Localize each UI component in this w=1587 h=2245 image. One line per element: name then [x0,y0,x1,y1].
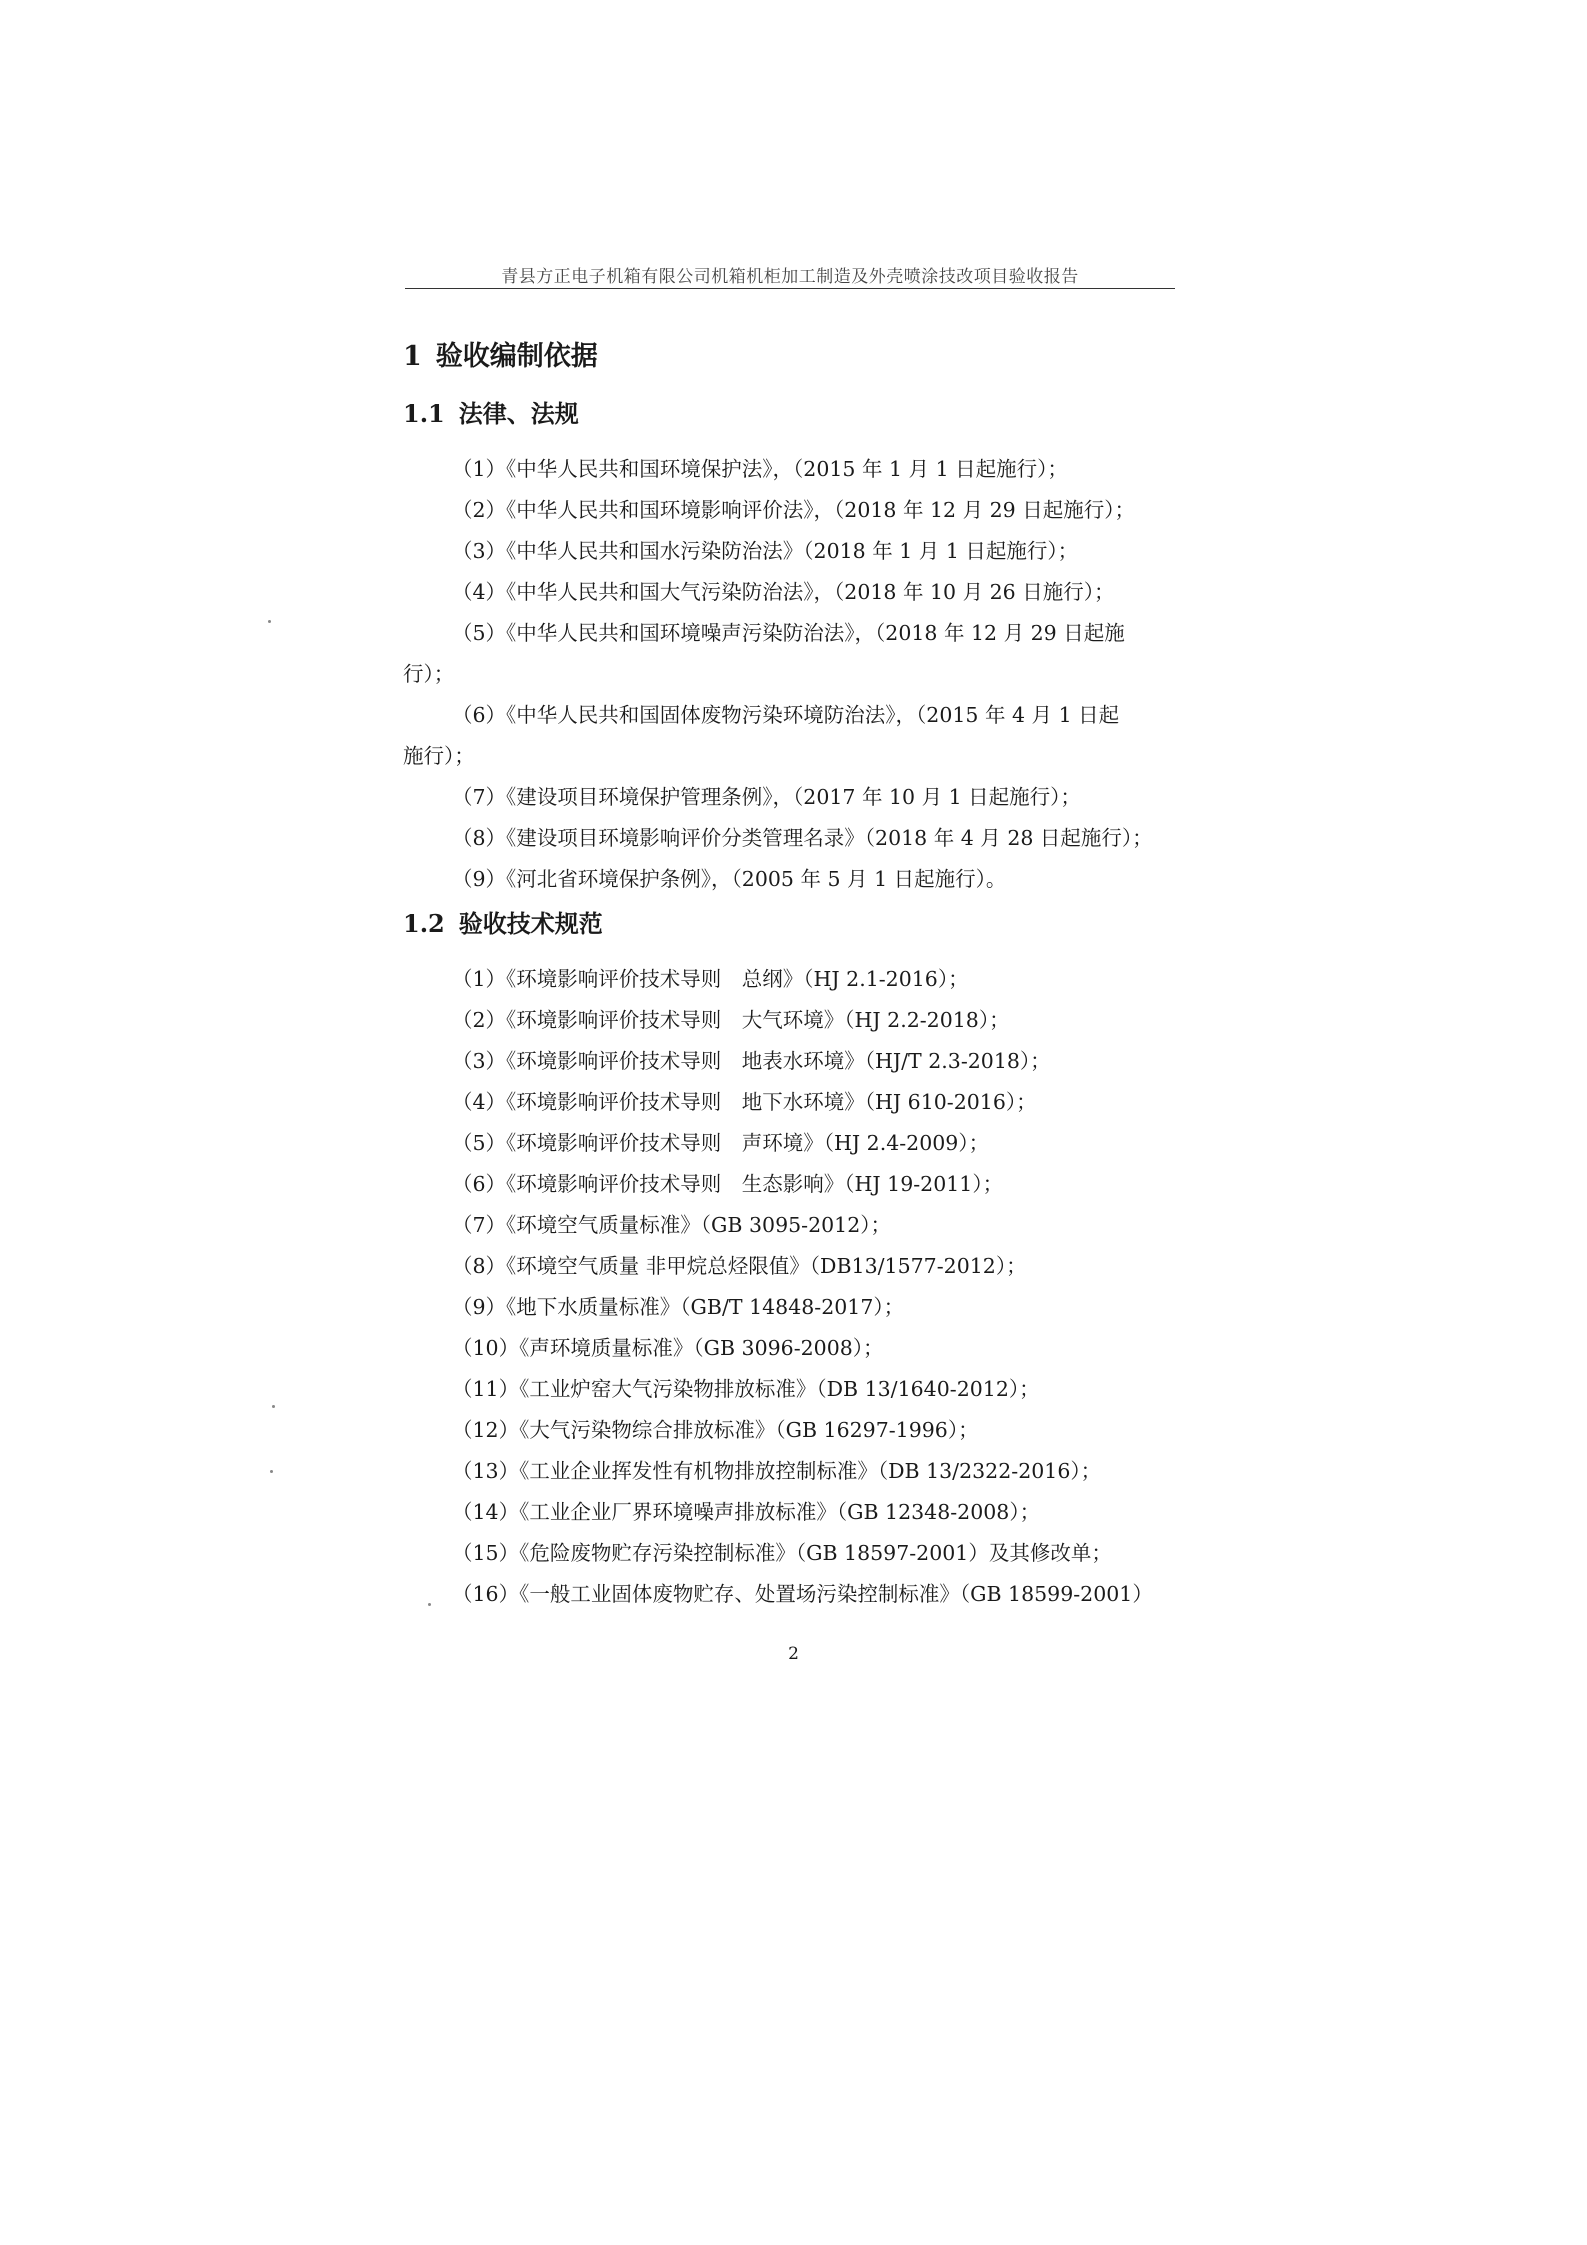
spec-item-7: （7）《环境空气质量标准》（GB 3095-2012）； [452,1213,892,1237]
law-item-6: （6）《中华人民共和国固体废物污染环境防治法》，（2015 年 4 月 1 日起 [452,703,1120,727]
spec-item-15: （15）《危险废物贮存污染控制标准》（GB 18597-2001）及其修改单； [452,1541,1112,1565]
section-title: 验收编制依据 [435,341,598,372]
spec-item-16: （16）《一般工业固体废物贮存、处置场污染控制标准》（GB 18599-2001） [452,1582,1153,1606]
spec-item-4: （4）《环境影响评价技术导则 地下水环境》（HJ 610-2016）； [452,1090,1037,1114]
section-1-heading [403,334,598,373]
running-header: 青县方正电子机箱有限公司机箱机柜加工制造及外壳喷涂技改项目验收报告 [501,267,1079,287]
spec-item-10: （10）《声环境质量标准》（GB 3096-2008）； [452,1336,884,1360]
spec-item-6: （6）《环境影响评价技术导则 生态影响》（HJ 19-2011）； [452,1172,1004,1196]
section-number: 1.1 [403,399,445,428]
spec-item-1: （1）《环境影响评价技术导则 总纲》（HJ 2.1-2016）； [452,967,969,991]
section-1-1-heading [403,394,579,429]
law-item-8: （8）《建设项目环境影响评价分类管理名录》（2018 年 4 月 28 日起施行）； [452,826,1153,850]
spec-item-14: （14）《工业企业厂界环境噪声排放标准》（GB 12348-2008）； [452,1500,1041,1524]
law-item-4: （4）《中华人民共和国大气污染防治法》，（2018 年 10 月 26 日施行）； [452,580,1115,604]
scan-speck [270,1470,273,1473]
header-rule [405,288,1175,289]
law-item-9: （9）《河北省环境保护条例》，（2005 年 5 月 1 日起施行）。 [452,867,1007,891]
page-number: 2 [788,1644,799,1664]
spec-item-8: （8）《环境空气质量 非甲烷总烃限值》（DB13/1577-2012）； [452,1254,1027,1278]
scan-speck [272,1405,275,1408]
spec-item-3: （3）《环境影响评价技术导则 地表水环境》（HJ/T 2.3-2018）； [452,1049,1051,1073]
spec-item-9: （9）《地下水质量标准》（GB/T 14848-2017）； [452,1295,905,1319]
section-number: 1 [403,341,422,372]
section-title: 法律、法规 [458,399,579,428]
spec-item-5: （5）《环境影响评价技术导则 声环境》（HJ 2.4-2009）； [452,1131,990,1155]
section-1-2-heading [403,904,603,939]
law-item-5-continuation: 行）； [403,662,455,686]
spec-item-2: （2）《环境影响评价技术导则 大气环境》（HJ 2.2-2018）； [452,1008,1010,1032]
law-item-7: （7）《建设项目环境保护管理条例》，（2017 年 10 月 1 日起施行）； [452,785,1081,809]
section-title: 验收技术规范 [458,909,603,938]
spec-item-11: （11）《工业炉窑大气污染物排放标准》（DB 13/1640-2012）； [452,1377,1040,1401]
scan-speck [268,620,271,623]
spec-item-13: （13）《工业企业挥发性有机物排放控制标准》（DB 13/2322-2016）； [452,1459,1102,1483]
law-item-2: （2）《中华人民共和国环境影响评价法》，（2018 年 12 月 29 日起施行）； [452,498,1135,522]
scan-speck [428,1603,431,1606]
law-item-6-continuation: 施行）； [403,744,475,768]
spec-item-12: （12）《大气污染物综合排放标准》（GB 16297-1996）； [452,1418,979,1442]
section-number: 1.2 [403,909,445,938]
law-item-3: （3）《中华人民共和国水污染防治法》（2018 年 1 月 1 日起施行）； [452,539,1079,563]
law-item-1: （1）《中华人民共和国环境保护法》，（2015 年 1 月 1 日起施行）； [452,457,1068,481]
law-item-5: （5）《中华人民共和国环境噪声污染防治法》，（2018 年 12 月 29 日起施 [452,621,1125,645]
